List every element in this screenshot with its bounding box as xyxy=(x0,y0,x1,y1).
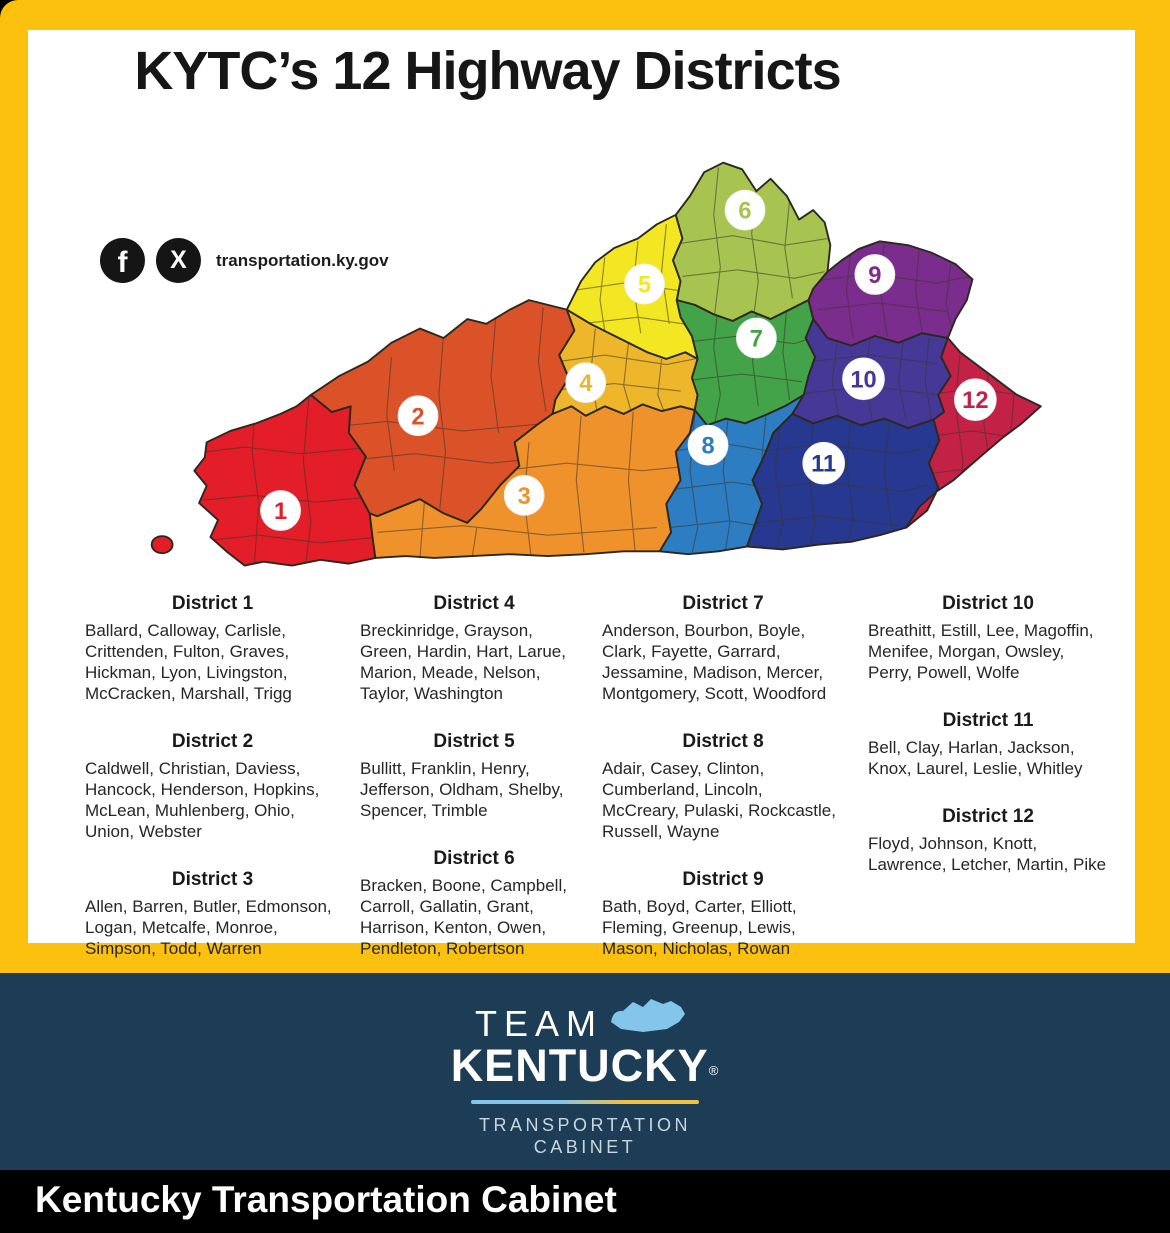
district-2-list xyxy=(85,731,340,842)
district-4-badge xyxy=(566,363,606,403)
district-8-list xyxy=(602,731,844,842)
svg-text:12: 12 xyxy=(962,388,989,415)
district-6-list xyxy=(360,848,588,959)
district-3-list xyxy=(85,869,340,959)
transportation-label: TRANSPORTATION xyxy=(478,1115,691,1135)
river-bend-blob xyxy=(152,536,173,553)
svg-text:10: 10 xyxy=(850,367,877,394)
district-8-badge xyxy=(688,425,728,465)
facebook-icon[interactable]: f xyxy=(100,238,145,283)
district-11-badge xyxy=(803,442,845,484)
district-7-badge xyxy=(736,318,776,358)
district-counties: Anderson, Bourbon, Boyle, Clark, Fayette, Garrard, Jessamine, Madison, Mercer, Montgomery, Scott, Woodford xyxy=(602,621,827,703)
website-label: transportation.ky.gov xyxy=(216,250,389,270)
district-counties: Bracken, Boone, Campbell, Carroll, Gallatin, Grant, Harrison, Kenton, Owen, Pendleton, Robertson xyxy=(360,876,567,958)
district-list-column-1 xyxy=(85,593,340,986)
district-header: District 9 xyxy=(682,869,764,890)
kentucky-state-icon xyxy=(609,998,687,1039)
district-10-list xyxy=(868,593,1108,683)
x-twitter-icon[interactable]: X xyxy=(156,238,201,283)
district-9-badge xyxy=(855,255,895,295)
district-header: District 2 xyxy=(171,731,254,752)
district-header: District 5 xyxy=(433,731,515,752)
district-9-list xyxy=(602,869,844,959)
district-10-badge xyxy=(843,358,885,400)
map-district-1 xyxy=(152,395,378,568)
district-3-badge xyxy=(504,475,544,515)
page-title: KYTC’s 12 Highway Districts xyxy=(134,41,841,101)
district-4-list xyxy=(360,593,588,704)
svg-text:4: 4 xyxy=(579,371,593,398)
caption-text: Kentucky Transportation Cabinet xyxy=(35,1179,617,1220)
district-list-column-2 xyxy=(360,593,588,986)
svg-text:7: 7 xyxy=(749,326,763,353)
map-district-9 xyxy=(809,241,973,345)
district-header: District 1 xyxy=(171,593,254,614)
team-wordmark: TEAM xyxy=(474,1003,603,1044)
district-list-column-4 xyxy=(868,593,1108,902)
district-counties: Bullitt, Franklin, Henry, Jefferson, Oldham, Shelby, Spencer, Trimble xyxy=(360,759,564,820)
svg-text:5: 5 xyxy=(637,272,652,299)
district-header: District 10 xyxy=(942,593,1034,614)
district-7-list xyxy=(602,593,844,704)
district-header: District 3 xyxy=(171,869,254,890)
registered-mark: ® xyxy=(708,1063,720,1078)
district-counties: Ballard, Calloway, Carlisle, Crittenden, Fulton, Graves, Hickman, Lyon, Livingston, McCracken, Marshall, Trigg xyxy=(85,621,292,703)
content-panel xyxy=(28,30,1135,958)
district-counties: Allen, Barren, Butler, Edmonson, Logan, Metcalfe, Monroe, Simpson, Todd, Warren xyxy=(85,897,332,958)
footer-band xyxy=(0,973,1170,1170)
district-counties: Adair, Casey, Clinton, Cumberland, Lincoln, McCreary, Pulaski, Rockcastle, Russell, Wayne xyxy=(602,759,836,841)
svg-text:11: 11 xyxy=(811,451,837,478)
team-kentucky-logo xyxy=(435,998,735,1158)
caption-bar xyxy=(0,1170,1170,1233)
svg-text:9: 9 xyxy=(868,263,882,290)
district-counties: Breckinridge, Grayson, Green, Hardin, Hart, Larue, Marion, Meade, Nelson, Taylor, Washington xyxy=(360,621,566,703)
team-row xyxy=(427,998,735,1044)
district-counties: Bell, Clay, Harlan, Jackson, Knox, Laurel, Leslie, Whitley xyxy=(868,738,1083,778)
map-district-11 xyxy=(747,414,939,550)
kentucky-district-map xyxy=(125,30,1075,575)
district-header: District 4 xyxy=(433,593,515,614)
svg-text:8: 8 xyxy=(701,433,715,460)
district-5-badge xyxy=(625,264,665,304)
district-11-list xyxy=(868,710,1108,779)
svg-text:1: 1 xyxy=(273,499,288,526)
map-district-6 xyxy=(673,163,830,321)
district-header: District 8 xyxy=(682,731,764,752)
district-12-list xyxy=(868,806,1108,875)
svg-text:3: 3 xyxy=(517,483,531,510)
district-header: District 6 xyxy=(433,848,515,869)
district-counties: Breathitt, Estill, Lee, Magoffin, Menifee, Morgan, Owsley, Perry, Powell, Wolfe xyxy=(868,621,1094,682)
district-header: District 11 xyxy=(942,710,1034,731)
district-header: District 7 xyxy=(682,593,764,614)
district-header: District 12 xyxy=(942,806,1034,827)
district-counties: Caldwell, Christian, Daviess, Hancock, Henderson, Hopkins, McLean, Muhlenberg, Ohio, Union, Webster xyxy=(85,759,320,841)
district-counties: Bath, Boyd, Carter, Elliott, Fleming, Greenup, Lewis, Mason, Nicholas, Rowan xyxy=(602,897,797,958)
district-6-badge xyxy=(725,190,765,230)
district-counties: Floyd, Johnson, Knott, Lawrence, Letcher, Martin, Pike xyxy=(868,834,1107,874)
district-1-list xyxy=(85,593,340,704)
district-list-column-3 xyxy=(602,593,844,986)
cabinet-label: CABINET xyxy=(533,1137,637,1157)
district-5-list xyxy=(360,731,588,821)
kentucky-map-svg xyxy=(125,30,1075,575)
district-12-badge xyxy=(954,379,996,421)
district-2-badge xyxy=(398,396,438,436)
kentucky-wordmark: KENTUCKY® xyxy=(450,1040,720,1091)
svg-text:2: 2 xyxy=(411,404,425,431)
logo-divider xyxy=(471,1100,699,1104)
district-1-badge xyxy=(261,491,301,531)
svg-text:6: 6 xyxy=(738,198,752,225)
